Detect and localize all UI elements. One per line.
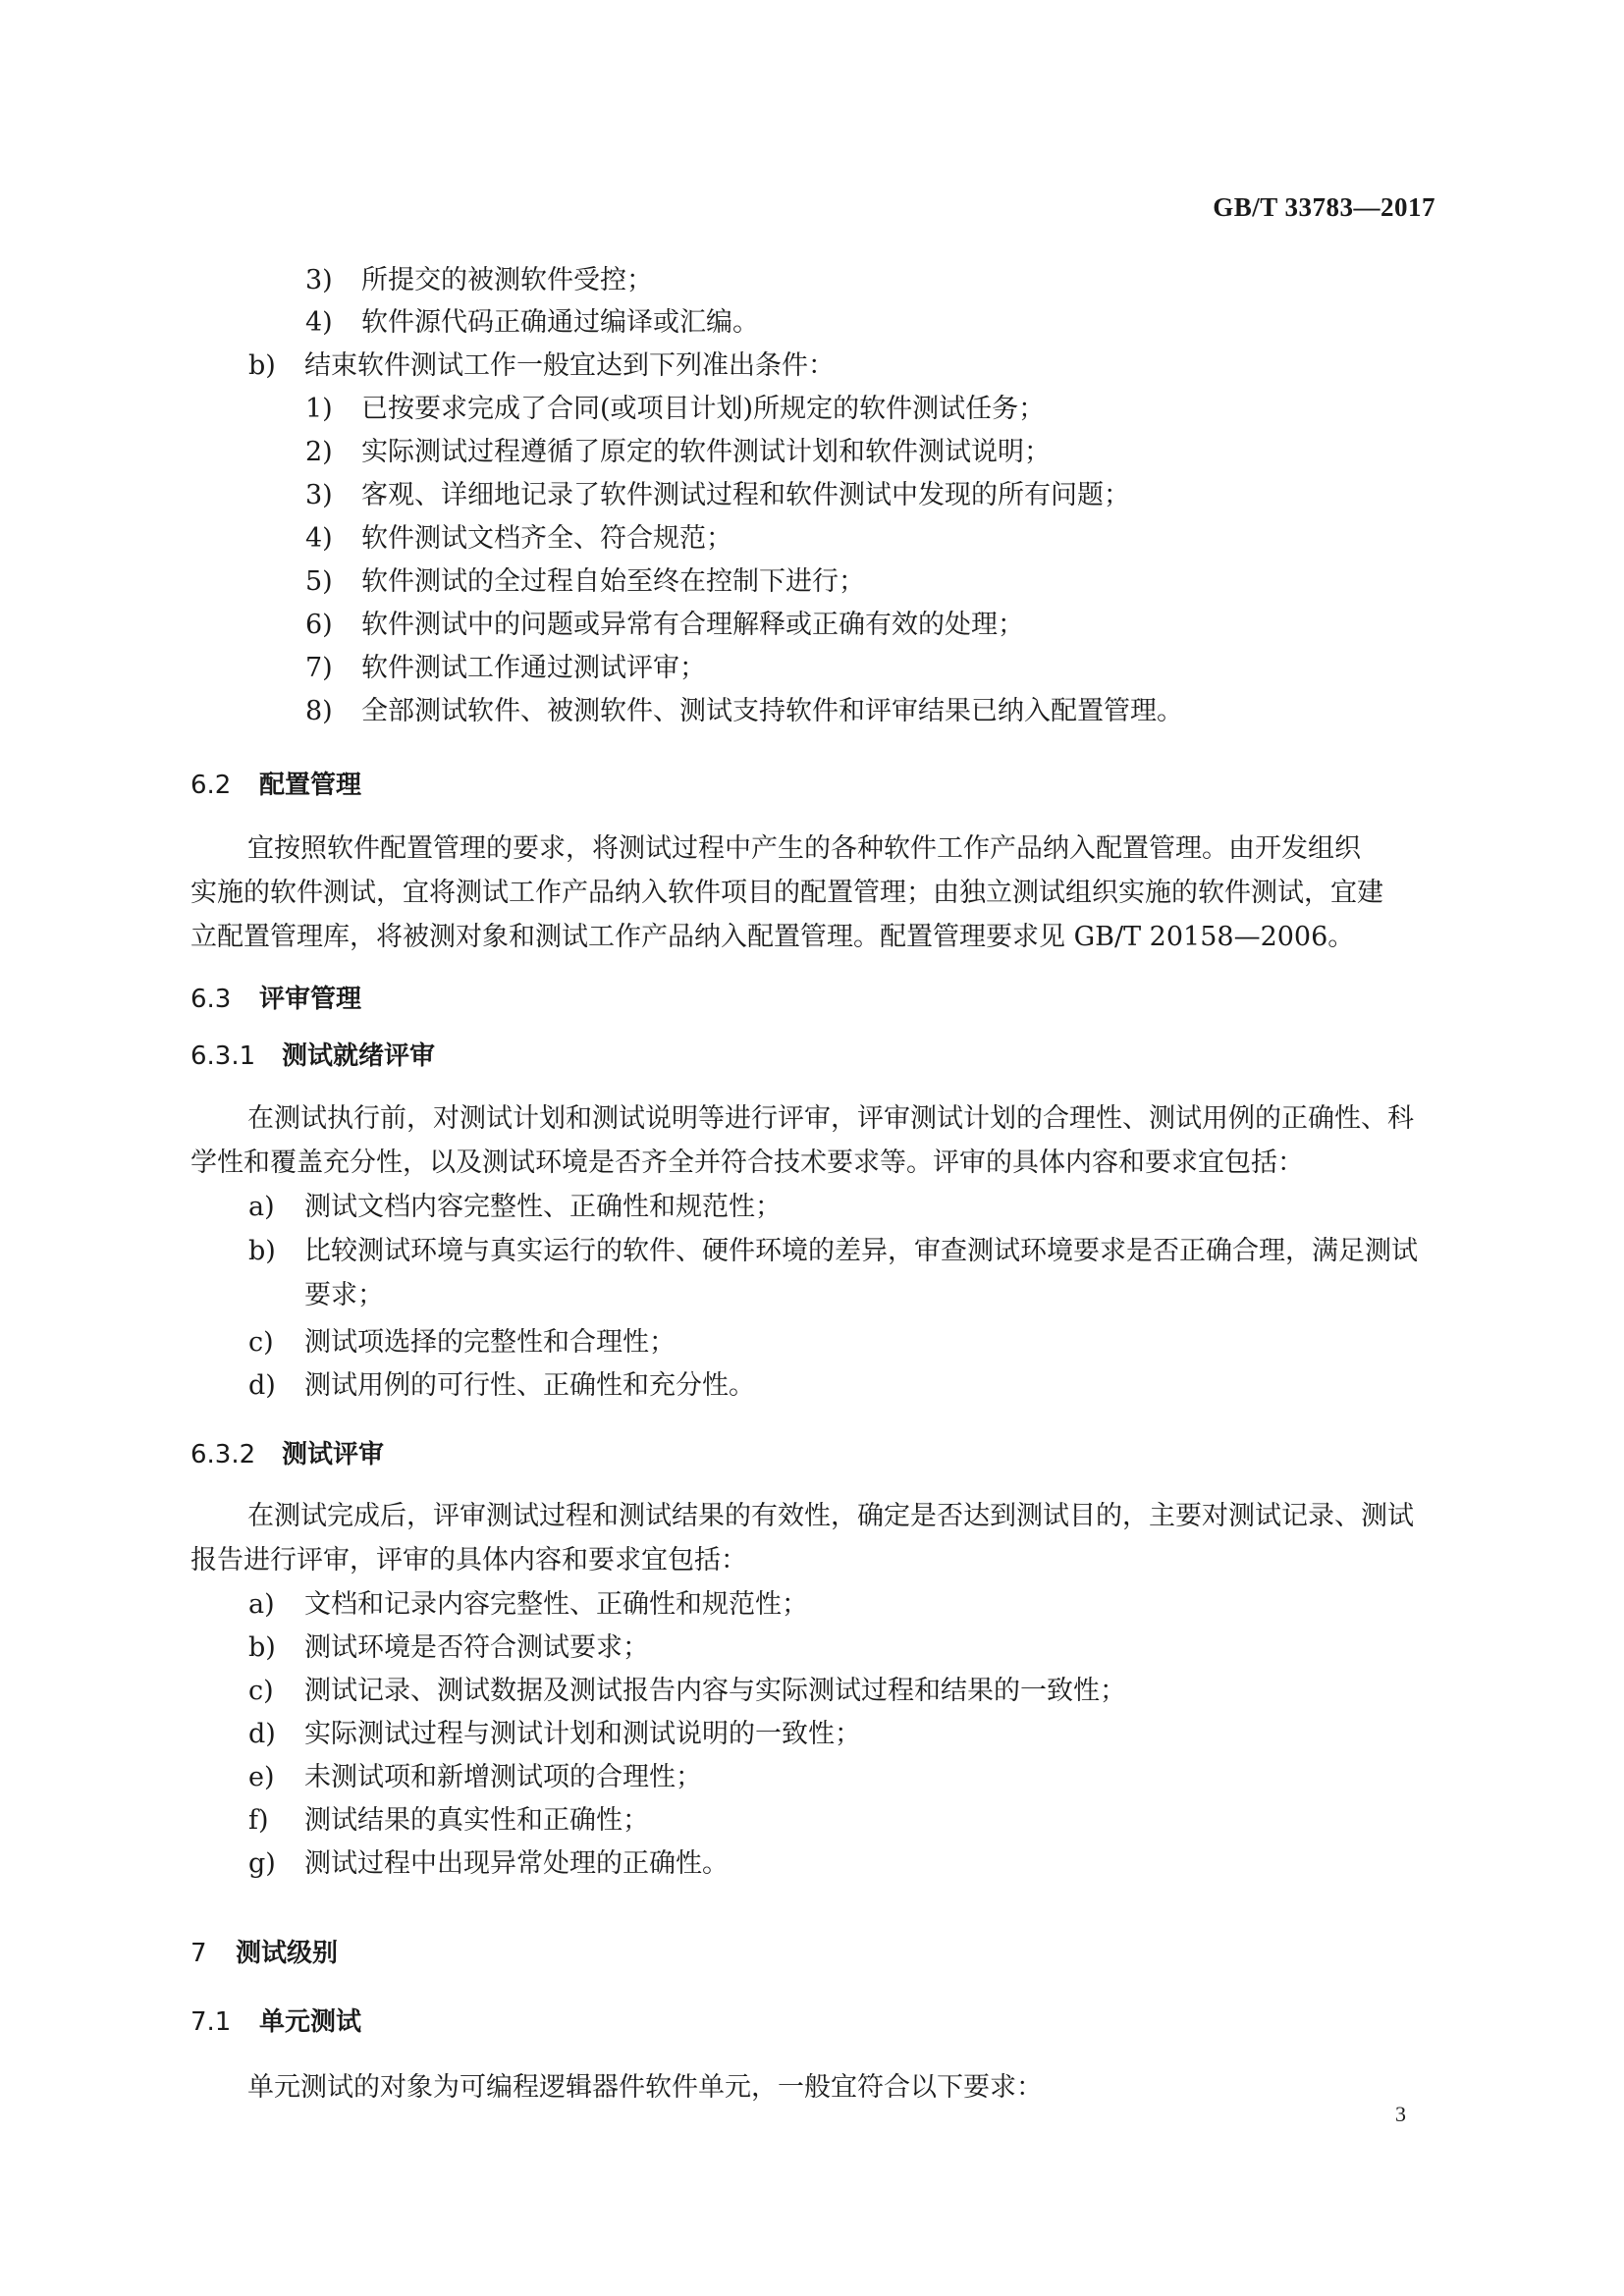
list-item: 7) 软件测试工作通过测试评审； bbox=[305, 653, 706, 683]
list-item: c) 测试项选择的完整性和合理性； bbox=[248, 1327, 676, 1358]
list-item: 2) 实际测试过程遵循了原定的软件测试计划和软件测试说明； bbox=[305, 437, 1051, 467]
list-item: 5) 软件测试的全过程自始至终在控制下进行； bbox=[305, 566, 865, 597]
list-item: f) 测试结果的真实性和正确性； bbox=[248, 1805, 649, 1836]
paragraph-6-2: 宜按照软件配置管理的要求，将测试过程中产生的各种软件工作产品纳入配置管理。由开发组织 实施的软件测试，宜将测试工作产品纳入软件项目的配置管理；由独立测试组织实施的软件测试，宜建 立配置管理库，将被测对象和测试工作产品纳入配置管理。配置管理要求见 GB/T 20158—2006。 bbox=[190, 833, 1383, 952]
standard-number-header: GB/T 33783—2017 bbox=[1213, 192, 1435, 222]
section-heading-6-3: 6.3 评审管理 bbox=[190, 985, 362, 1014]
list-item: b) 结束软件测试工作一般宜达到下列准出条件： bbox=[248, 350, 835, 381]
section-heading-7: 7 测试级别 bbox=[190, 1939, 339, 1968]
list-item: e) 未测试项和新增测试项的合理性； bbox=[248, 1762, 702, 1792]
list-item: 4) 软件源代码正确通过编译或汇编。 bbox=[305, 307, 759, 338]
list-item: a) 文档和记录内容完整性、正确性和规范性； bbox=[248, 1589, 808, 1620]
section-heading-6-3-1: 6.3.1 测试就绪评审 bbox=[190, 1041, 436, 1071]
list-item: 3) 客观、详细地记录了软件测试过程和软件测试中发现的所有问题； bbox=[305, 480, 1130, 510]
list-item: d) 实际测试过程与测试计划和测试说明的一致性； bbox=[248, 1719, 861, 1749]
list-item: c) 测试记录、测试数据及测试报告内容与实际测试过程和结果的一致性； bbox=[248, 1676, 1126, 1706]
list-item: d) 测试用例的可行性、正确性和充分性。 bbox=[248, 1370, 755, 1401]
list-item: g) 测试过程中出现异常处理的正确性。 bbox=[248, 1848, 729, 1879]
section-heading-7-1: 7.1 单元测试 bbox=[190, 2007, 362, 2037]
list-item: 4) 软件测试文档齐全、符合规范； bbox=[305, 523, 732, 554]
list-item: a) 测试文档内容完整性、正确性和规范性； bbox=[248, 1192, 782, 1222]
section-heading-6-3-2: 6.3.2 测试评审 bbox=[190, 1440, 385, 1469]
section-heading-6-2: 6.2 配置管理 bbox=[190, 771, 362, 800]
list-item: b) 测试环境是否符合测试要求； bbox=[248, 1632, 649, 1663]
list-item: 6) 软件测试中的问题或异常有合理解释或正确有效的处理； bbox=[305, 610, 1024, 640]
page-number: 3 bbox=[1395, 2102, 1406, 2126]
paragraph-6-3-1: 在测试执行前，对测试计划和测试说明等进行评审，评审测试计划的合理性、测试用例的正确性、科 学性和覆盖充分性，以及测试环境是否齐全并符合技术要求等。评审的具体内容和要求宜包括： bbox=[190, 1103, 1414, 1178]
list-item: b) 比较测试环境与真实运行的软件、硬件环境的差异，审查测试环境要求是否正确合理，满足测试要求； bbox=[248, 1236, 1418, 1310]
list-item: 8) 全部测试软件、被测软件、测试支持软件和评审结果已纳入配置管理。 bbox=[305, 696, 1183, 726]
list-item: 1) 已按要求完成了合同(或项目计划)所规定的软件测试任务； bbox=[305, 394, 1046, 424]
paragraph-6-3-2: 在测试完成后，评审测试过程和测试结果的有效性，确定是否达到测试目的，主要对测试记录、测试 报告进行评审，评审的具体内容和要求宜包括： bbox=[190, 1501, 1414, 1575]
list-item: 3) 所提交的被测软件受控； bbox=[305, 265, 653, 295]
paragraph-7-1: 单元测试的对象为可编程逻辑器件软件单元，一般宜符合以下要求： bbox=[247, 2072, 1043, 2103]
